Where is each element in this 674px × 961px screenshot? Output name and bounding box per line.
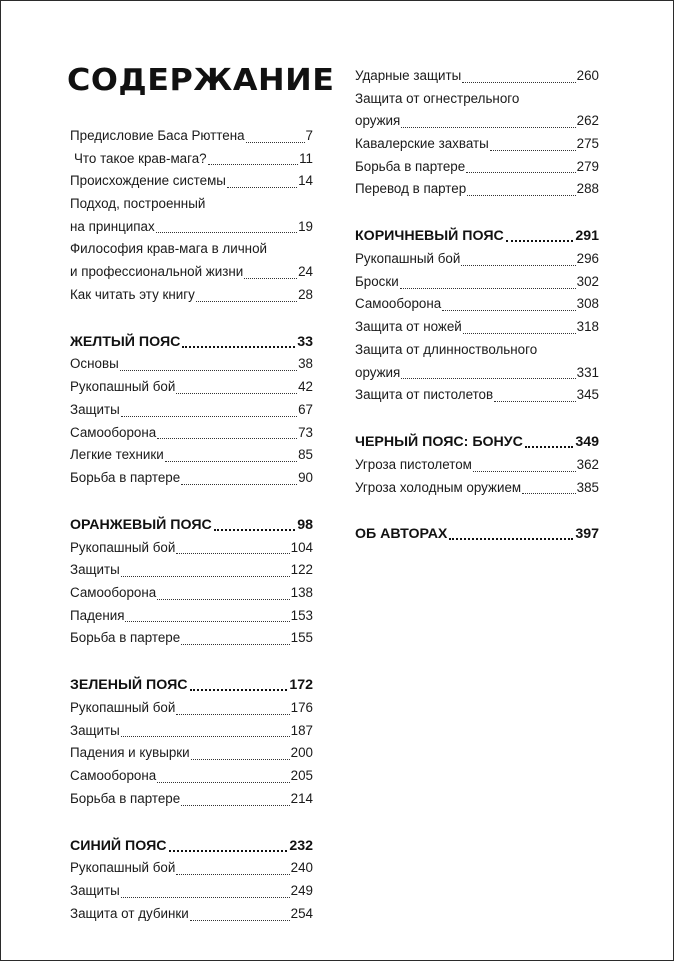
toc-entry-line: Защита от огнестрельного <box>355 90 520 106</box>
toc-entry <box>70 467 313 490</box>
entry-page-number: 254 <box>290 905 313 921</box>
entry-page-number: 288 <box>576 181 599 197</box>
dot-leader <box>176 874 289 875</box>
entry-page-number: 331 <box>576 364 599 380</box>
dot-leader <box>490 150 576 151</box>
toc-entry <box>70 170 313 193</box>
dot-leader <box>400 288 576 289</box>
toc-section-heading <box>355 430 599 454</box>
toc-entry <box>355 178 599 201</box>
section-gap <box>355 201 599 224</box>
toc-entry <box>70 559 313 582</box>
entry-page-number: 24 <box>298 264 313 280</box>
entry-title: Самооборона <box>70 584 157 600</box>
toc-entry <box>355 110 599 133</box>
dot-leader <box>157 782 289 783</box>
section-title: ЗЕЛЕНЫЙ ПОЯС <box>70 677 188 694</box>
entry-title: Угроза холодным оружием <box>355 479 522 495</box>
toc-entry <box>355 384 599 407</box>
entry-page-number: 318 <box>576 319 599 335</box>
toc-entry <box>70 422 313 445</box>
dot-leader <box>121 736 290 737</box>
toc-section-heading <box>70 330 313 354</box>
section-gap <box>355 499 599 522</box>
dot-leader <box>190 689 288 691</box>
toc-section-heading <box>70 513 313 537</box>
toc-entry <box>70 284 313 307</box>
entry-page-number: 279 <box>576 158 599 174</box>
dot-leader <box>121 416 297 417</box>
dot-leader <box>442 310 575 311</box>
entry-page-number: 296 <box>576 251 599 267</box>
entry-title: Самооборона <box>70 768 157 784</box>
dot-leader <box>506 240 574 242</box>
entry-page-number: 122 <box>290 562 313 578</box>
dot-leader <box>214 529 295 531</box>
dot-leader <box>467 195 575 196</box>
dot-leader <box>165 461 297 462</box>
section-gap <box>70 307 313 330</box>
toc-entry <box>70 742 313 765</box>
toc-entry-line: Подход, построенный <box>70 196 206 212</box>
entry-page-number: 73 <box>298 424 313 440</box>
dot-leader <box>182 346 295 348</box>
toc-entry <box>355 248 599 271</box>
entry-page-number: 345 <box>576 387 599 403</box>
dot-leader <box>401 127 575 128</box>
entry-title: Происхождение системы <box>70 173 226 189</box>
dot-leader <box>157 599 289 600</box>
entry-title: Защиты <box>70 722 120 738</box>
entry-title: Что такое крав-мага? <box>74 150 207 166</box>
dot-leader <box>125 621 289 622</box>
section-gap <box>70 650 313 673</box>
entry-page-number: 262 <box>576 113 599 129</box>
section-page-number: 172 <box>289 677 313 694</box>
toc-entry <box>355 477 599 500</box>
dot-leader <box>244 278 297 279</box>
toc-entry <box>70 354 313 377</box>
dot-leader <box>176 393 297 394</box>
entry-page-number: 176 <box>290 700 313 716</box>
dot-leader <box>181 644 289 645</box>
toc-entry-line: Защита от длинноствольного <box>355 341 538 357</box>
toc-entry <box>70 627 313 650</box>
dot-leader <box>121 576 290 577</box>
entry-title: Самооборона <box>70 424 157 440</box>
toc-right-column <box>355 65 599 546</box>
section-page-number: 232 <box>289 837 313 854</box>
toc-entry <box>70 376 313 399</box>
toc-entry <box>70 582 313 605</box>
entry-page-number: 249 <box>290 883 313 899</box>
entry-page-number: 85 <box>298 447 313 463</box>
entry-title: Защита от ножей <box>355 319 462 335</box>
entry-title: Броски <box>355 273 399 289</box>
toc-entry <box>70 858 313 881</box>
entry-title: Легкие техники <box>70 447 164 463</box>
entry-page-number: 104 <box>290 539 313 555</box>
section-page-number: 33 <box>297 333 313 350</box>
entry-page-number: 38 <box>298 356 313 372</box>
entry-page-number: 187 <box>290 722 313 738</box>
entry-title: Защита от дубинки <box>70 905 189 921</box>
dot-leader <box>120 370 297 371</box>
dot-leader <box>246 142 305 143</box>
entry-page-number: 260 <box>576 67 599 83</box>
entry-title: Защиты <box>70 883 120 899</box>
entry-page-number: 155 <box>290 630 313 646</box>
entry-title: Кавалерские захваты <box>355 136 489 152</box>
dot-leader <box>463 333 576 334</box>
toc-section-heading <box>70 673 313 697</box>
toc-entry <box>70 261 313 284</box>
entry-title: Защита от пистолетов <box>355 387 494 403</box>
entry-page-number: 385 <box>576 479 599 495</box>
toc-entry <box>70 788 313 811</box>
toc-entry <box>70 148 313 171</box>
toc-entry <box>355 65 599 88</box>
toc-section-heading <box>70 834 313 858</box>
toc-entry <box>70 880 313 903</box>
entry-title: Рукопашный бой <box>70 700 176 716</box>
dot-leader <box>169 850 288 852</box>
dot-leader <box>157 438 297 439</box>
dot-leader <box>156 232 297 233</box>
toc-entry-line: Философия крав-мага в личной <box>70 241 267 257</box>
section-title: ОРАНЖЕВЫЙ ПОЯС <box>70 516 212 533</box>
dot-leader <box>181 484 297 485</box>
toc-entry <box>355 133 599 156</box>
dot-leader <box>190 920 290 921</box>
toc-entry <box>70 903 313 926</box>
dot-leader <box>522 493 576 494</box>
entry-title: Как читать эту книгу <box>70 286 195 302</box>
page-title: СОДЕРЖАНИЕ <box>67 63 335 98</box>
entry-page-number: 42 <box>298 379 313 395</box>
entry-page-number: 90 <box>298 469 313 485</box>
dot-leader <box>191 759 290 760</box>
toc-entry <box>355 271 599 294</box>
entry-title: Защиты <box>70 401 120 417</box>
toc-entry <box>70 765 313 788</box>
toc-entry <box>70 697 313 720</box>
section-page-number: 397 <box>575 526 599 543</box>
entry-title: Борьба в партере <box>70 469 181 485</box>
toc-entry <box>355 294 599 317</box>
entry-title: и профессиональной жизни <box>70 264 244 280</box>
dot-leader <box>462 82 575 83</box>
entry-title: Рукопашный бой <box>355 251 461 267</box>
entry-page-number: 200 <box>290 745 313 761</box>
dot-leader <box>525 446 573 448</box>
entry-title: Борьба в партере <box>70 790 181 806</box>
toc-entry <box>70 537 313 560</box>
dot-leader <box>461 265 575 266</box>
section-title: СИНИЙ ПОЯС <box>70 837 167 854</box>
entry-page-number: 67 <box>298 401 313 417</box>
toc-entry <box>355 316 599 339</box>
section-page-number: 349 <box>575 433 599 450</box>
entry-title: Защиты <box>70 562 120 578</box>
entry-page-number: 14 <box>298 173 313 189</box>
entry-page-number: 138 <box>290 584 313 600</box>
dot-leader <box>176 714 289 715</box>
entry-page-number: 240 <box>290 860 313 876</box>
dot-leader <box>227 187 297 188</box>
entry-title: Рукопашный бой <box>70 860 176 876</box>
toc-entry <box>70 605 313 628</box>
entry-title: Борьба в партере <box>355 158 466 174</box>
toc-entry <box>355 362 599 385</box>
section-title: ЖЕЛТЫЙ ПОЯС <box>70 333 181 350</box>
entry-page-number: 11 <box>299 150 313 166</box>
section-title: ЧЕРНЫЙ ПОЯС: БОНУС <box>355 433 523 450</box>
section-page-number: 291 <box>575 228 599 245</box>
toc-entry <box>70 399 313 422</box>
entry-page-number: 362 <box>576 456 599 472</box>
entry-title: Падения и кувырки <box>70 745 190 761</box>
toc-left-column <box>70 125 313 926</box>
toc-section-heading <box>355 522 599 546</box>
entry-page-number: 7 <box>305 127 313 143</box>
entry-title: Самооборона <box>355 296 442 312</box>
dot-leader <box>181 805 289 806</box>
entry-page-number: 153 <box>290 607 313 623</box>
dot-leader <box>401 378 575 379</box>
toc-section-heading <box>355 224 599 248</box>
entry-title: оружия <box>355 364 401 380</box>
section-title: ОБ АВТОРАХ <box>355 526 448 543</box>
entry-title: на принципах <box>70 218 155 234</box>
toc-entry <box>70 216 313 239</box>
dot-leader <box>466 172 575 173</box>
dot-leader <box>196 301 297 302</box>
dot-leader <box>494 401 576 402</box>
entry-title: оружия <box>355 113 401 129</box>
section-gap <box>355 407 599 430</box>
toc-entry <box>355 454 599 477</box>
entry-page-number: 275 <box>576 136 599 152</box>
toc-entry <box>70 125 313 148</box>
entry-page-number: 205 <box>290 768 313 784</box>
section-title: КОРИЧНЕВЫЙ ПОЯС <box>355 228 504 245</box>
toc-entry <box>355 156 599 179</box>
entry-page-number: 302 <box>576 273 599 289</box>
dot-leader <box>473 471 576 472</box>
dot-leader <box>208 164 299 165</box>
entry-title: Борьба в партере <box>70 630 181 646</box>
toc-entry <box>70 444 313 467</box>
entry-page-number: 214 <box>290 790 313 806</box>
entry-title: Рукопашный бой <box>70 539 176 555</box>
section-gap <box>70 811 313 834</box>
entry-page-number: 308 <box>576 296 599 312</box>
section-page-number: 98 <box>297 516 313 533</box>
entry-title: Предисловие Баса Рюттена <box>70 127 245 143</box>
toc-entry <box>70 720 313 743</box>
entry-page-number: 28 <box>298 286 313 302</box>
dot-leader <box>449 538 573 540</box>
entry-title: Падения <box>70 607 125 623</box>
entry-title: Основы <box>70 356 119 372</box>
entry-title: Угроза пистолетом <box>355 456 472 472</box>
entry-title: Ударные защиты <box>355 67 462 83</box>
entry-title: Рукопашный бой <box>70 379 176 395</box>
dot-leader <box>176 553 289 554</box>
dot-leader <box>121 897 290 898</box>
section-gap <box>70 490 313 513</box>
entry-title: Перевод в партер <box>355 181 467 197</box>
entry-page-number: 19 <box>298 218 313 234</box>
